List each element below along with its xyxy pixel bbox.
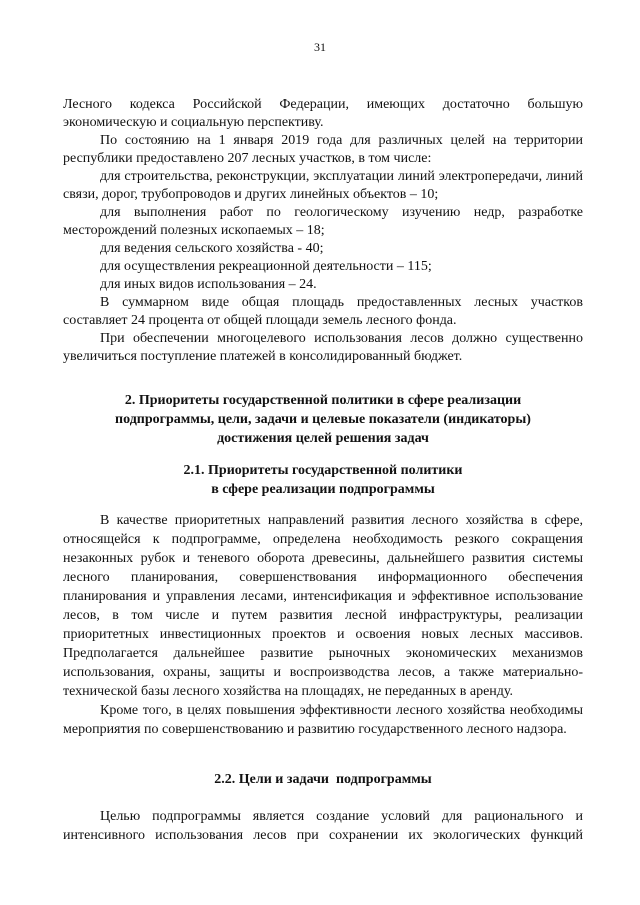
- paragraph: Кроме того, в целях повышения эффективности лесного хозяйства необходимы мероприятия по совершенствованию и развитию государственного лесного надзора.: [63, 703, 583, 737]
- intro-text: [63, 96, 583, 366]
- section-2-2-body: [63, 807, 583, 845]
- paragraph: В суммарном виде общая площадь предоставленных лесных участков составляет 24 процента от общей площади земель лесного фонда.: [63, 295, 583, 328]
- section-2-heading: [63, 391, 583, 448]
- paragraph: В качестве приоритетных направлений развития лесного хозяйства в сфере, относящейся к подпрограмме, определена необходимость резкого сокращения незаконных рубок и теневого оборота древесины, дальнейшего развития системы лесного планирования, совершенствования информационного обеспечения планирования и управления лесами, интенсификация и эффективное использование лесов, в том числе и путем развития лесной инфраструктуры, реализации приоритетных инвестиционных проектов и освоения новых лесных массивов. Предполагается дальнейшее развитие рыночных экономических механизмов использования, охраны, защиты и воспроизводства лесов, а также материально-технической базы лесного хозяйства на площадях, не переданных в аренду.: [63, 513, 583, 699]
- heading-line: 2.1. Приоритеты государственной политики: [183, 463, 463, 478]
- paragraph: При обеспечении многоцелевого использования лесов должно существенно увеличиться поступление платежей в консолидированный бюджет.: [63, 331, 583, 364]
- page-number: 31: [314, 40, 326, 54]
- heading-line: достижения целей решения задач: [217, 431, 429, 446]
- heading-line: в сфере реализации подпрограммы: [211, 482, 435, 497]
- heading-line: подпрограммы, цели, задачи и целевые показатели (индикаторы): [115, 412, 531, 427]
- list-item: для ведения сельского хозяйства - 40;: [100, 241, 324, 256]
- heading-line: 2.2. Цели и задачи подпрограммы: [214, 772, 432, 787]
- paragraph: По состоянию на 1 января 2019 года для различных целей на территории республики предоставлено 207 лесных участков, в том числе:: [63, 133, 583, 166]
- heading-line: 2. Приоритеты государственной политики в сфере реализации: [124, 393, 522, 408]
- list-item: для осуществления рекреационной деятельности – 115;: [100, 259, 432, 274]
- list-item: для иных видов использования – 24.: [100, 277, 317, 292]
- section-2-2-heading: [63, 770, 583, 789]
- list-item: для строительства, реконструкции, эксплуатации линий электропередачи, линий связи, дорог, трубопроводов и других линейных объектов – 10;: [63, 169, 583, 202]
- list-item: для выполнения работ по геологическому изучению недр, разработке месторождений полезных ископаемых – 18;: [63, 205, 583, 238]
- section-2-1-heading: [63, 461, 583, 499]
- section-2-1-body: [63, 511, 583, 739]
- paragraph: Целью подпрограммы является создание условий для рационального и интенсивного использования лесов при сохранении их экологических функций: [63, 809, 583, 843]
- paragraph: Лесного кодекса Российской Федерации, имеющих достаточно большую экономическую и социальную перспективу.: [63, 97, 583, 130]
